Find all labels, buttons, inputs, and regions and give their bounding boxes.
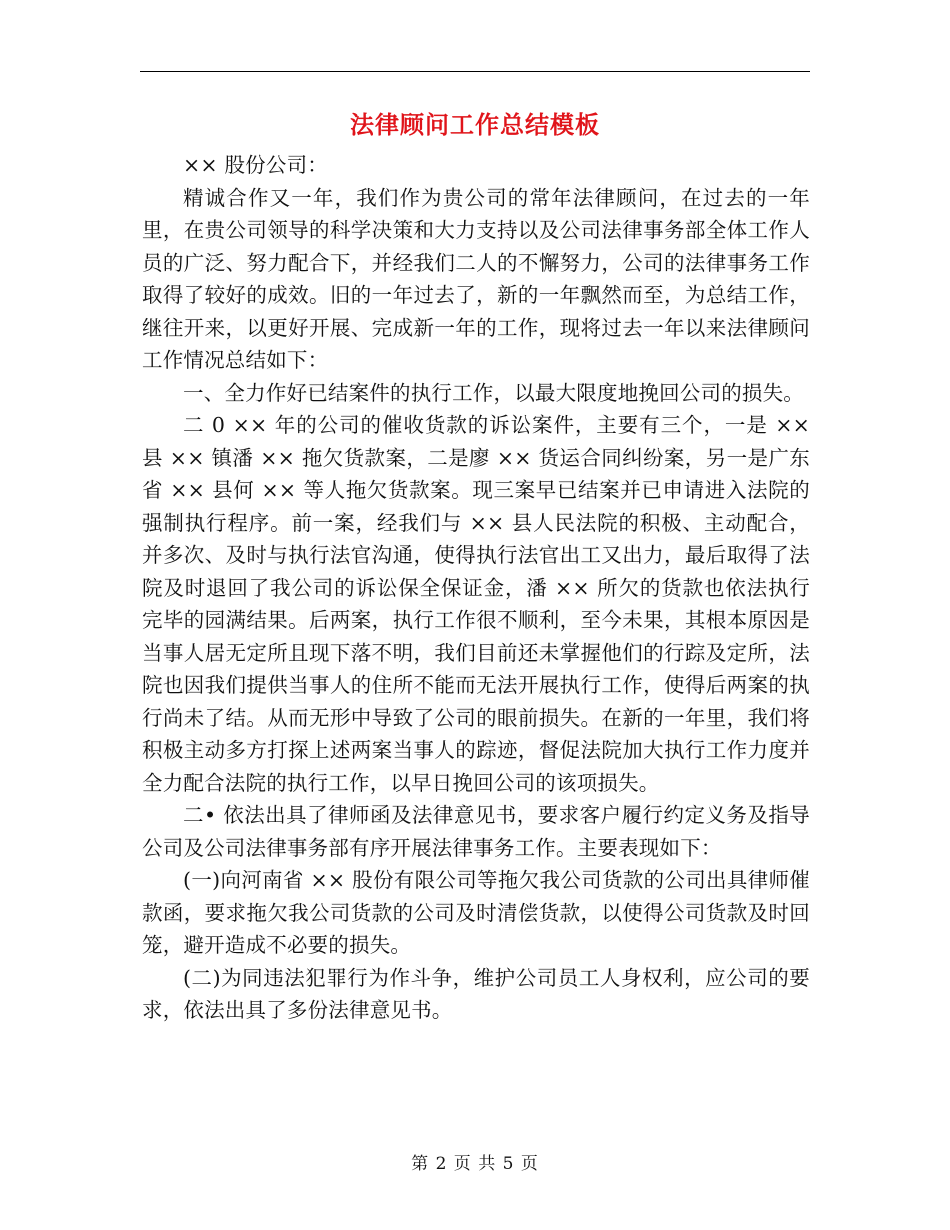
paragraph-intro: 精诚合作又一年，我们作为贵公司的常年法律顾问，在过去的一年里，在贵公司领导的科学决策和大力支持以及公司法律事务部全体工作人员的广泛、努力配合下，并经我们二人的不懈努力，公司的法律事务工作取得了较好的成效。旧的一年过去了，新的一年飘然而至，为总结工作，继往开来，以更好开展、完成新一年的工作，现将过去一年以来法律顾问工作情况总结如下： [142, 185, 810, 372]
page-number-footer: 第 2 页 共 5 页 [411, 1154, 539, 1174]
paragraph-item-one: (一)向河南省 ×× 股份有限公司等拖欠我公司货款的公司出具律师催款函，要求拖欠我公司货款的公司及时清偿货款，以使得公司货款及时回笼，避开造成不必要的损失。 [142, 868, 810, 957]
paragraph-section-one-body: 二 0 ×× 年的公司的催收货款的诉讼案件，主要有三个，一是 ×× 县 ×× 镇潘 ×× 拖欠货款案，二是廖 ×× 货运合同纠纷案，另一是广东省 ×× 县何 ×× 等人拖欠货款案。现三案早已结案并已申请进入法院的强制执行程序。前一案，经我们与 ×× 县人民法院的积极、主动配合，并多次、及时与执行法官沟通，使得执行法官出工又出力，最后取得了法院及时退回了我公司的诉讼保全保证金，潘 ×× 所欠的货款也依法执行完毕的园满结果。后两案，执行工作很不顺利，至今未果，其根本原因是当事人居无定所且现下落不明，我们目前还未掌握他们的行踪及定所，法院也因我们提供当事人的住所不能而无法开展执行工作，使得后两案的执行尚未了结。从而无形中导致了公司的眼前损失。在新的一年里，我们将积极主动多方打探上述两案当事人的踪迹，督促法院加大执行工作力度并全力配合法院的执行工作，以早日挽回公司的该项损失。 [142, 413, 810, 795]
paragraph-item-two: (二)为同违法犯罪行为作斗争，维护公司员工人身权利，应公司的要求，依法出具了多份法律意见书。 [142, 965, 810, 1022]
paragraph-salutation: ×× 股份公司： [183, 153, 328, 177]
document-title: 法律顾问工作总结模板 [350, 110, 600, 139]
document-body [142, 149, 810, 1027]
header-rule [140, 71, 810, 72]
paragraph-section-two-heading: 二• 依法出具了律师函及法律意见书，要求客户履行约定义务及指导公司及公司法律事务部有序开展法律事务工作。主要表现如下： [142, 803, 810, 860]
paragraph-section-one-heading: 一、全力作好已结案件的执行工作，以最大限度地挽回公司的损失。 [183, 380, 804, 405]
